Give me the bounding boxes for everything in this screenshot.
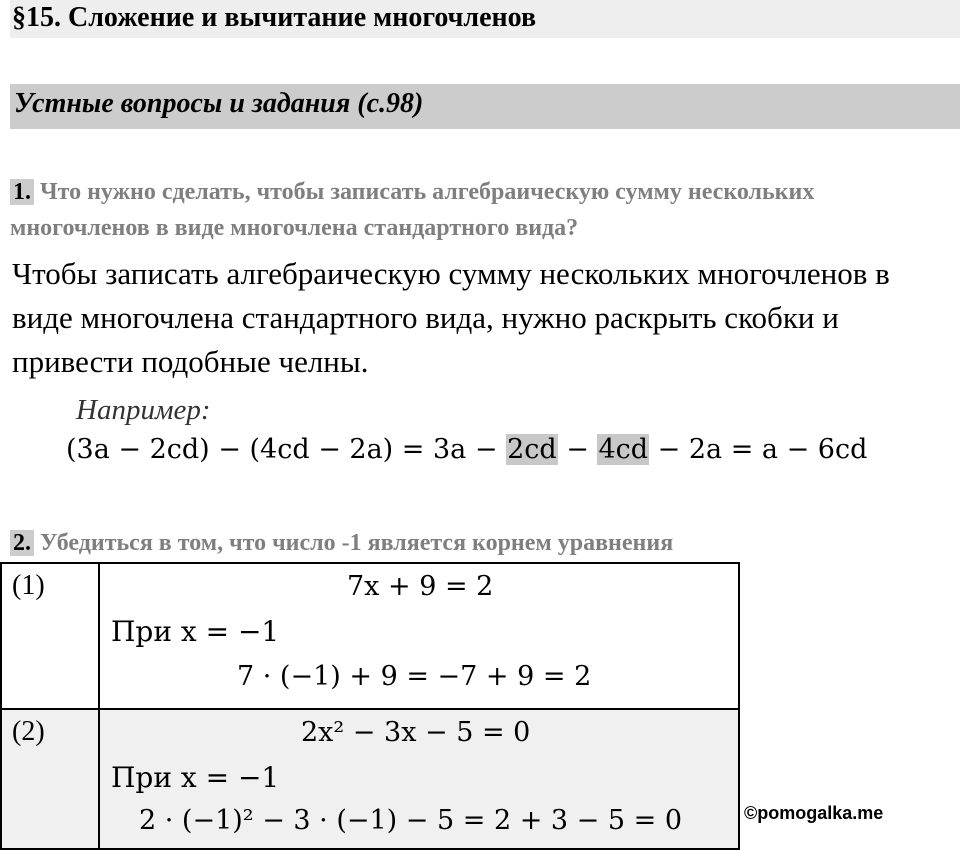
example-mid: − — [557, 434, 598, 465]
question-2-text: Убедиться в том, что число -1 является корнем уравнения — [40, 530, 674, 556]
example-highlight-1: 2cd — [507, 434, 557, 465]
example-label: Например: — [76, 394, 211, 426]
section-title-bar — [10, 0, 960, 38]
row-2-check: 2 · (−1)² − 3 · (−1) − 5 = 2 + 3 − 5 = 0 — [139, 805, 683, 836]
watermark: ©pomogalka.me — [744, 803, 884, 823]
row-2-content — [99, 709, 739, 849]
row-1-content — [99, 563, 739, 709]
example-equation — [66, 434, 867, 465]
subsection-title: Устные вопросы и задания (с.98) — [14, 88, 424, 119]
row-1-condition: При x = −1 — [111, 615, 280, 648]
row-1-equation: 7x + 9 = 2 — [347, 571, 494, 602]
row-2-label: (2) — [1, 709, 99, 849]
question-1 — [10, 174, 950, 246]
example-rhs: − 2a = a − 6cd — [649, 434, 868, 465]
example-highlight-2: 4cd — [598, 434, 649, 465]
subsection-title-bar — [10, 84, 960, 129]
row-2-equation: 2x² − 3x − 5 = 0 — [301, 717, 531, 748]
row-2-condition: При x = −1 — [111, 761, 280, 794]
section-title: §15. Сложение и вычитание многочленов — [12, 2, 537, 33]
question-2-number: 2. — [10, 530, 34, 556]
example-lhs: (3a − 2cd) − (4cd − 2a) = 3a − — [66, 434, 507, 465]
table-row — [1, 709, 739, 849]
question-1-text: Что нужно сделать, чтобы записать алгебраическую сумму нескольких многочленов в виде многочлена стандартного вида? — [10, 179, 815, 241]
answer-1: Чтобы записать алгебраическую сумму нескольких многочленов в виде многочлена стандартного вида, нужно раскрыть скобки и привести подобные челны. — [12, 256, 890, 379]
solution-table — [0, 562, 740, 850]
question-1-number: 1. — [10, 179, 34, 205]
row-1-check: 7 · (−1) + 9 = −7 + 9 = 2 — [237, 661, 592, 692]
question-2 — [10, 525, 673, 561]
table-row — [1, 563, 739, 709]
row-1-label: (1) — [1, 563, 99, 709]
